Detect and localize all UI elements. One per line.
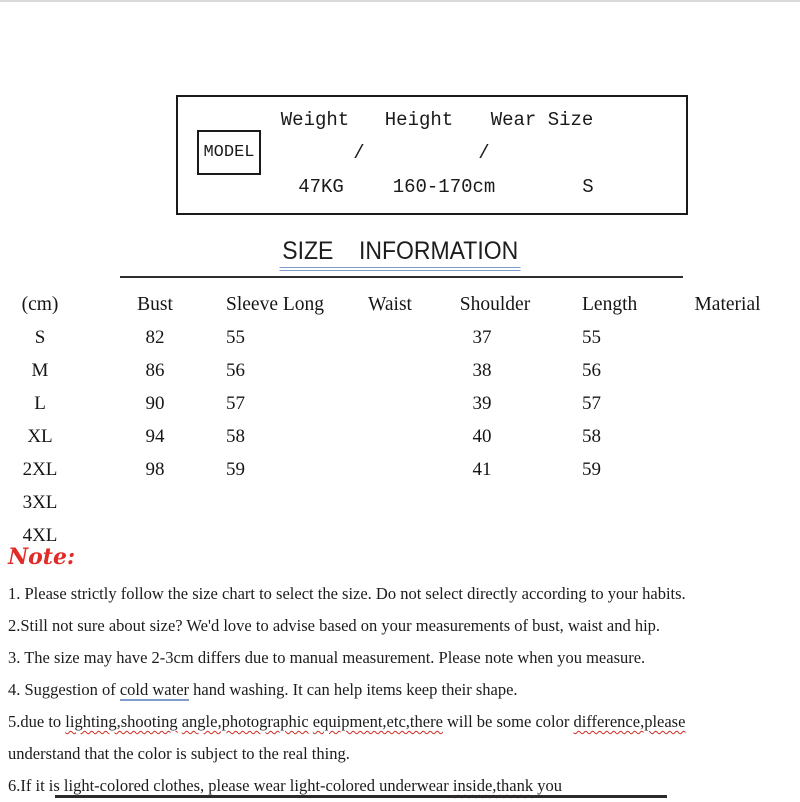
cell-waist	[360, 519, 420, 552]
note-text: 4. Suggestion of	[8, 680, 120, 699]
note-text: 5.due to	[8, 712, 66, 731]
page-title: SIZE INFORMATION	[279, 237, 520, 271]
model-separator-slash: /	[478, 142, 490, 164]
cell-sleeve	[220, 486, 330, 519]
note-text-spellcheck: inside,thank	[452, 776, 534, 795]
model-wearsize-value: S	[582, 176, 594, 198]
table-top-rule	[120, 276, 683, 278]
col-header-waist: Waist	[368, 294, 412, 315]
cell-waist	[360, 420, 420, 453]
cell-waist	[360, 387, 420, 420]
bottom-divider	[55, 795, 667, 798]
table-row	[0, 519, 800, 552]
col-header-length: Length	[582, 294, 638, 315]
cell-waist	[360, 453, 420, 486]
cell-shoulder: 40	[472, 426, 492, 447]
note-item-1: 1. Please strictly follow the size chart to select the size. Do not select directly according to your habits.	[8, 584, 686, 603]
note-text-spellcheck: angle,photographic	[181, 712, 309, 731]
cell-shoulder	[437, 486, 527, 519]
cell-bust: 98	[145, 459, 165, 480]
cell-sleeve: 58	[226, 426, 245, 447]
cell-size: S	[34, 327, 46, 348]
cell-shoulder: 37	[472, 327, 492, 348]
cell-material	[685, 387, 770, 420]
cell-waist	[360, 321, 420, 354]
cell-material	[685, 420, 770, 453]
cell-sleeve: 56	[226, 360, 245, 381]
note-heading: Note:	[8, 544, 76, 570]
cell-material	[685, 453, 770, 486]
cell-length	[575, 486, 645, 519]
cell-sleeve: 59	[226, 459, 245, 480]
cell-bust	[125, 519, 185, 552]
cell-material	[685, 354, 770, 387]
note-text: 6.If it is light-colored clothes, please wear light-colored underwear	[8, 776, 453, 795]
note-item-3: 3. The size may have 2-3cm differs due to manual measurement. Please note when you measure.	[8, 648, 646, 667]
note-text: you	[533, 776, 562, 795]
cell-size: 4XL	[22, 525, 58, 546]
model-label-box	[197, 130, 261, 175]
table-row	[0, 486, 800, 519]
cell-shoulder: 39	[472, 393, 492, 414]
model-height-value: 160-170cm	[392, 176, 496, 198]
note-text: understand that the color is subject to the real thing.	[8, 744, 350, 763]
table-row	[0, 321, 800, 354]
cell-size: M	[31, 360, 49, 381]
cell-shoulder: 41	[472, 459, 492, 480]
col-header-bust: Bust	[137, 294, 173, 315]
model-col-height-header: Height	[384, 109, 454, 131]
size-information-title-row	[0, 237, 800, 271]
cell-bust: 94	[145, 426, 165, 447]
cell-bust: 82	[145, 327, 165, 348]
col-header-shoulder: Shoulder	[459, 294, 531, 315]
cell-size: XL	[27, 426, 53, 447]
model-col-weight-header: Weight	[280, 109, 350, 131]
note-item-4	[8, 674, 800, 706]
table-row	[0, 420, 800, 453]
size-table-header-row	[0, 288, 800, 321]
note-item-2: 2.Still not sure about size? We'd love to advise based on your measurements of bust, waist and hip.	[8, 616, 661, 635]
model-separator-slash: /	[353, 142, 365, 164]
top-divider	[0, 0, 800, 2]
notes-list	[8, 578, 800, 802]
cell-waist	[360, 354, 420, 387]
cell-length: 55	[582, 327, 601, 348]
cell-sleeve: 57	[226, 393, 245, 414]
model-info-box	[176, 95, 688, 215]
cell-size: 3XL	[22, 492, 58, 513]
cell-length: 57	[582, 393, 601, 414]
cell-size: L	[34, 393, 46, 414]
col-header-material: Material	[694, 294, 761, 315]
cell-shoulder	[437, 519, 527, 552]
table-row	[0, 354, 800, 387]
cell-bust	[125, 486, 185, 519]
cell-size: 2XL	[22, 459, 58, 480]
model-label: MODEL	[203, 143, 255, 162]
cell-length: 59	[582, 459, 601, 480]
cell-length	[575, 519, 645, 552]
cell-length: 56	[582, 360, 601, 381]
model-weight-value: 47KG	[298, 176, 344, 198]
cell-waist	[360, 486, 420, 519]
note-text-spellcheck: difference,please	[573, 712, 686, 731]
table-row	[0, 453, 800, 486]
note-item-5	[8, 706, 800, 770]
col-header-sleeve: Sleeve Long	[226, 294, 325, 315]
cell-bust: 86	[145, 360, 165, 381]
cell-material	[685, 519, 770, 552]
cell-length: 58	[582, 426, 601, 447]
col-header-unit: (cm)	[21, 294, 59, 315]
table-row	[0, 387, 800, 420]
cell-sleeve	[220, 519, 330, 552]
cell-shoulder: 38	[472, 360, 492, 381]
note-text: hand washing. It can help items keep their shape.	[189, 680, 518, 699]
note-text-blue-underlined: cold water	[119, 680, 190, 699]
note-text-spellcheck: lighting,shooting	[65, 712, 178, 731]
cell-material	[685, 486, 770, 519]
cell-sleeve: 55	[226, 327, 245, 348]
note-text: will be some color	[442, 712, 574, 731]
cell-bust: 90	[145, 393, 165, 414]
note-text-spellcheck: equipment,etc,there	[312, 712, 443, 731]
model-col-wearsize-header: Wear Size	[490, 109, 594, 131]
size-table	[0, 288, 800, 552]
cell-material	[685, 321, 770, 354]
